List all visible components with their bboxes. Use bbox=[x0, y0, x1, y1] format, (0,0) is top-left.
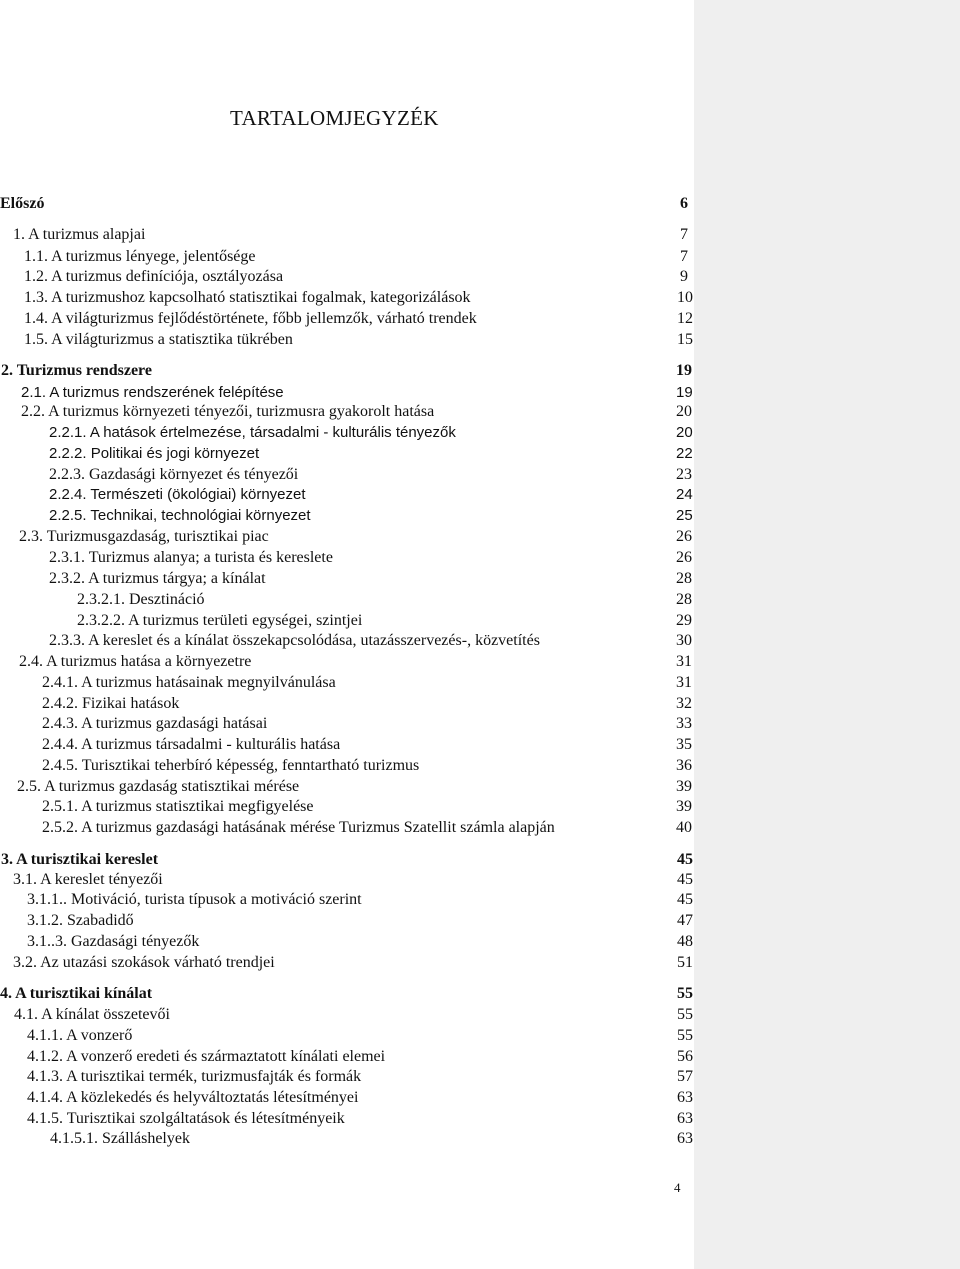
toc-entry-title: 3.1..3. Gazdasági tényezők bbox=[27, 933, 200, 950]
toc-entry bbox=[0, 849, 694, 870]
toc-entry-page: 51 bbox=[677, 954, 693, 971]
toc-entry-page: 56 bbox=[677, 1048, 693, 1065]
toc-entry-title: 4.1.3. A turisztikai termék, turizmusfajták és formák bbox=[27, 1068, 362, 1085]
toc-entry-page: 19 bbox=[676, 384, 693, 401]
toc-entry-title: 2.4.1. A turizmus hatásainak megnyilvánulása bbox=[42, 674, 336, 691]
toc-entry-page: 36 bbox=[676, 757, 692, 774]
toc-entry-page: 63 bbox=[677, 1110, 693, 1127]
toc-entry-page: 33 bbox=[676, 715, 692, 732]
toc-entry-title: 2.5.2. A turizmus gazdasági hatásának mérése Turizmus Szatellit számla alapján bbox=[42, 819, 555, 836]
toc-entry-page: 9 bbox=[680, 268, 688, 285]
toc-entry bbox=[0, 464, 694, 485]
toc-entry bbox=[0, 589, 694, 610]
toc-entry bbox=[0, 266, 694, 287]
toc-entry-page: 63 bbox=[677, 1130, 693, 1147]
toc-entry bbox=[0, 329, 694, 350]
toc-entry-title: 2.1. A turizmus rendszerének felépítése bbox=[21, 384, 284, 401]
toc-entry-page: 57 bbox=[677, 1068, 693, 1085]
toc-entry bbox=[0, 983, 694, 1004]
toc-entry bbox=[0, 817, 694, 838]
toc-entry-title: 2.2.2. Politikai és jogi környezet bbox=[49, 445, 260, 462]
toc-entry-title: 4.1.1. A vonzerő bbox=[27, 1027, 133, 1044]
toc-entry-page: 45 bbox=[677, 851, 693, 868]
toc-entry-title: 3.2. Az utazási szokások várható trendjei bbox=[13, 954, 275, 971]
toc-entry bbox=[0, 672, 694, 693]
toc-entry bbox=[0, 224, 694, 245]
toc-entry bbox=[0, 401, 694, 422]
toc-entry-page: 35 bbox=[676, 736, 692, 753]
toc-entry bbox=[0, 422, 694, 443]
toc-entry-page: 19 bbox=[676, 362, 692, 379]
toc-entry bbox=[0, 734, 694, 755]
toc-entry-page: 55 bbox=[677, 985, 693, 1002]
toc-entry-page: 32 bbox=[676, 695, 692, 712]
toc-entry bbox=[0, 910, 694, 931]
toc-entry bbox=[0, 755, 694, 776]
toc-entry bbox=[0, 360, 694, 381]
toc-entry-page: 12 bbox=[677, 310, 693, 327]
toc-entry bbox=[0, 630, 694, 651]
toc-entry-title: 3.1.2. Szabadidő bbox=[27, 912, 134, 929]
toc-entry-title: 4. A turisztikai kínálat bbox=[0, 985, 153, 1002]
page-number: 4 bbox=[674, 1180, 681, 1195]
toc-entry-page: 45 bbox=[677, 871, 693, 888]
toc-entry-title: 2.3. Turizmusgazdaság, turisztikai piac bbox=[19, 528, 269, 545]
toc-entry bbox=[0, 776, 694, 797]
toc-entry-title: 1.5. A világturizmus a statisztika tükrében bbox=[24, 331, 293, 348]
toc-entry-page: 63 bbox=[677, 1089, 693, 1106]
toc-entry bbox=[0, 610, 694, 631]
toc-entry-title: 1.1. A turizmus lényege, jelentősége bbox=[24, 248, 256, 265]
toc-entry bbox=[0, 193, 694, 214]
toc-entry-page: 20 bbox=[676, 403, 692, 420]
toc-entry-title: 2.2.3. Gazdasági környezet és tényezői bbox=[49, 466, 299, 483]
toc-entry bbox=[0, 568, 694, 589]
toc-entry-title: 2.3.3. A kereslet és a kínálat összekapcsolódása, utazásszervezés-, közvetítés bbox=[49, 632, 540, 649]
toc-entry bbox=[0, 547, 694, 568]
toc-entry-page: 55 bbox=[677, 1006, 693, 1023]
toc-entry bbox=[0, 246, 694, 267]
toc-entry-title: 2.2.4. Természeti (ökológiai) környezet bbox=[49, 486, 306, 503]
toc-entry-title: 4.1.5. Turisztikai szolgáltatások és létesítményeik bbox=[27, 1110, 345, 1127]
toc-entry-title: 3.1. A kereslet tényezői bbox=[13, 871, 163, 888]
toc-entry-title: 2.2.1. A hatások értelmezése, társadalmi - kulturális tényezők bbox=[49, 424, 456, 441]
toc-entry-page: 20 bbox=[676, 424, 693, 441]
toc-entry bbox=[0, 693, 694, 714]
toc-entry-title: 4.1.2. A vonzerő eredeti és származtatott kínálati elemei bbox=[27, 1048, 386, 1065]
toc-entry-page: 6 bbox=[680, 195, 688, 212]
toc-entry-title: 2.4.4. A turizmus társadalmi - kulturális hatása bbox=[42, 736, 341, 753]
toc-entry-title: 1. A turizmus alapjai bbox=[13, 226, 146, 243]
toc-entry-title: 2.3.2. A turizmus tárgya; a kínálat bbox=[49, 570, 266, 587]
toc-entry-title: 2.5.1. A turizmus statisztikai megfigyelése bbox=[42, 798, 314, 815]
toc-entry-page: 39 bbox=[676, 778, 692, 795]
toc-entry-page: 29 bbox=[676, 612, 692, 629]
toc-entry-page: 26 bbox=[676, 528, 692, 545]
toc-entry-title: 2.5. A turizmus gazdaság statisztikai mérése bbox=[17, 778, 300, 795]
toc-entry-title: 2.2.5. Technikai, technológiai környezet bbox=[49, 507, 311, 524]
toc-entry-page: 7 bbox=[680, 248, 688, 265]
toc-entry bbox=[0, 1066, 694, 1087]
toc-entry-page: 28 bbox=[676, 570, 692, 587]
toc-entry-page: 22 bbox=[676, 445, 693, 462]
toc-entry bbox=[0, 869, 694, 890]
toc-entry bbox=[0, 443, 694, 464]
toc-entry-title: 3. A turisztikai kereslet bbox=[1, 851, 159, 868]
toc-entry bbox=[0, 382, 694, 403]
toc-entry-page: 40 bbox=[676, 819, 692, 836]
toc-entry-title: 1.3. A turizmushoz kapcsolható statisztikai fogalmak, kategorizálások bbox=[24, 289, 471, 306]
toc-entry-page: 28 bbox=[676, 591, 692, 608]
toc-entry bbox=[0, 1004, 694, 1025]
toc-entry-title: 4.1.5.1. Szálláshelyek bbox=[50, 1130, 190, 1147]
toc-entry-page: 48 bbox=[677, 933, 693, 950]
toc-entry-title: 4.1. A kínálat összetevői bbox=[14, 1006, 170, 1023]
toc-entry bbox=[0, 287, 694, 308]
margin-panel bbox=[694, 0, 960, 1269]
page-title: TARTALOMJEGYZÉK bbox=[230, 106, 439, 130]
toc-entry bbox=[0, 1046, 694, 1067]
toc-entry-page: 26 bbox=[676, 549, 692, 566]
toc-entry bbox=[0, 713, 694, 734]
toc-entry-page: 31 bbox=[676, 653, 692, 670]
toc-entry-title: 2.4.5. Turisztikai teherbíró képesség, fenntartható turizmus bbox=[42, 757, 420, 774]
toc-entry-title: 2.3.2.1. Desztináció bbox=[77, 591, 205, 608]
toc-entry-page: 45 bbox=[677, 891, 693, 908]
toc-entry-page: 25 bbox=[676, 507, 693, 524]
toc-entry bbox=[0, 651, 694, 672]
toc-entry-title: 2.2. A turizmus környezeti tényezői, turizmusra gyakorolt hatása bbox=[21, 403, 435, 420]
toc-entry-page: 23 bbox=[676, 466, 692, 483]
toc-entry-title: 2.4. A turizmus hatása a környezetre bbox=[19, 653, 252, 670]
toc-entry-page: 30 bbox=[676, 632, 692, 649]
toc-entry-title: 2.3.2.2. A turizmus területi egységei, szintjei bbox=[77, 612, 363, 629]
toc-entry bbox=[0, 889, 694, 910]
toc-entry-title: 1.2. A turizmus definíciója, osztályozása bbox=[24, 268, 284, 285]
toc-entry bbox=[0, 952, 694, 973]
toc-entry-title: 1.4. A világturizmus fejlődéstörténete, főbb jellemzők, várható trendek bbox=[24, 310, 477, 327]
toc-entry bbox=[0, 1108, 694, 1129]
toc-entry-page: 24 bbox=[676, 486, 693, 503]
toc-entry-title: Előszó bbox=[0, 195, 45, 212]
toc-entry-page: 47 bbox=[677, 912, 693, 929]
toc-entry-title: 2.4.3. A turizmus gazdasági hatásai bbox=[42, 715, 268, 732]
toc-entry bbox=[0, 1128, 694, 1149]
toc-entry-title: 3.1.1.. Motiváció, turista típusok a motiváció szerint bbox=[27, 891, 362, 908]
toc-entry-title: 2.3.1. Turizmus alanya; a turista és kereslete bbox=[49, 549, 333, 566]
toc-entry-title: 2.4.2. Fizikai hatások bbox=[42, 695, 180, 712]
toc-entry-page: 55 bbox=[677, 1027, 693, 1044]
toc-entry-page: 31 bbox=[676, 674, 692, 691]
toc-entry-page: 10 bbox=[677, 289, 693, 306]
toc-entry-page: 15 bbox=[677, 331, 693, 348]
toc-entry bbox=[0, 1087, 694, 1108]
toc-entry-page: 7 bbox=[680, 226, 688, 243]
toc-entry bbox=[0, 1025, 694, 1046]
toc-entry bbox=[0, 484, 694, 505]
toc-entry bbox=[0, 931, 694, 952]
toc-entry-title: 4.1.4. A közlekedés és helyváltoztatás létesítményei bbox=[27, 1089, 359, 1106]
toc-entry bbox=[0, 308, 694, 329]
toc-entry-title: 2. Turizmus rendszere bbox=[1, 362, 152, 379]
toc-entry bbox=[0, 526, 694, 547]
toc-entry-page: 39 bbox=[676, 798, 692, 815]
toc-entry bbox=[0, 505, 694, 526]
toc-entry bbox=[0, 796, 694, 817]
